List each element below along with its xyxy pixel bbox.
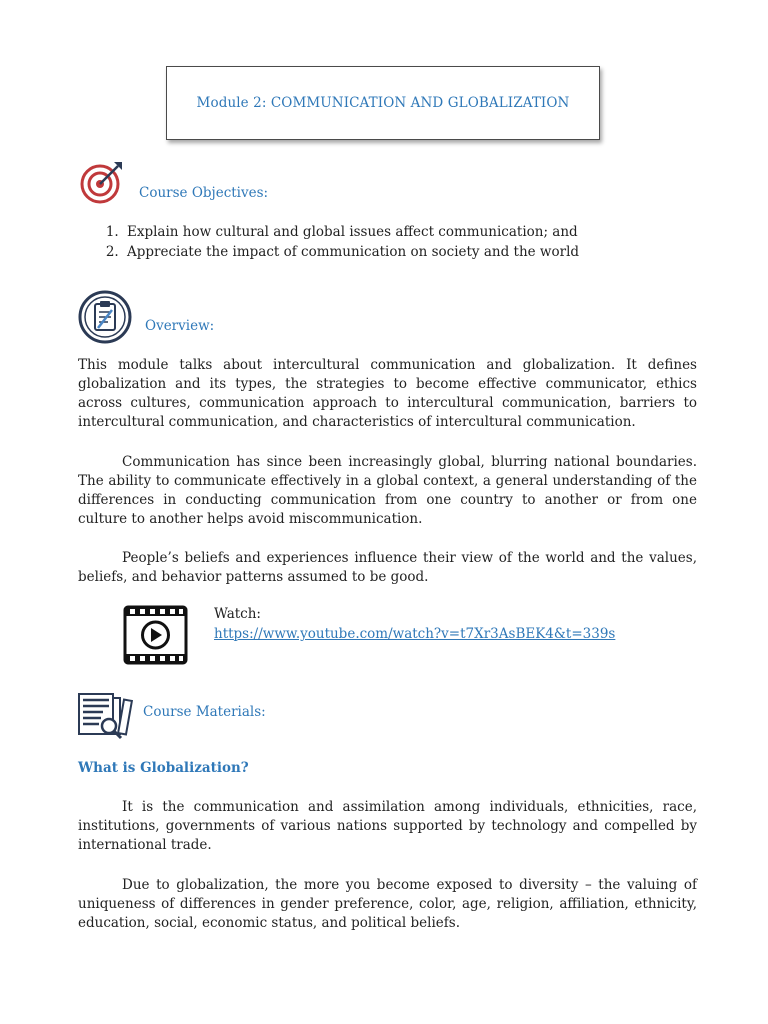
clipboard-icon (78, 290, 132, 344)
objectives-list (80, 222, 723, 262)
globalization-paragraph-1: It is the communication and assimilation among individuals, ethnicities, race, institutions, governments of various nations supported by technology and compelled by international trade. (78, 799, 697, 853)
list-item: 1. Explain how cultural and global issues affect communication; and (123, 222, 723, 242)
globalization-heading: What is Globalization? (78, 760, 249, 776)
module-title-box (166, 66, 600, 140)
overview-paragraph-3: People’s beliefs and experiences influence their view of the world and the values, beliefs, and behavior patterns assumed to be good. (78, 550, 697, 585)
documents-search-icon (77, 690, 133, 740)
overview-paragraph-2: Communication has since been increasingly global, blurring national boundaries. The ability to communicate effectively in a global context, a general understanding of the differences in conducting communication from one country to another or from one culture to another helps avoid miscommunication. (78, 454, 697, 527)
video-play-icon (123, 605, 188, 665)
materials-heading: Course Materials: (143, 704, 266, 720)
globalization-paragraph-2: Due to globalization, the more you become exposed to diversity – the valuing of uniqueness of differences in gender preference, color, age, religion, affiliation, ethnicity, education, social, economic status, and political beliefs. (78, 877, 697, 931)
overview-paragraph-1: This module talks about intercultural communication and globalization. It defines globalization and its types, the strategies to become effective communicator, ethics across cultures, communication approach to intercultural communication, barriers to intercultural communication, and characteristics of intercultural communication. (78, 357, 697, 430)
module-title: Module 2: COMMUNICATION AND GLOBALIZATION (196, 95, 570, 111)
video-link[interactable]: https://www.youtube.com/watch?v=t7Xr3AsBEK4&t=339s (214, 626, 616, 642)
overview-heading: Overview: (145, 318, 215, 334)
list-item: 2. Appreciate the impact of communication on society and the world (123, 242, 723, 262)
objectives-heading: Course Objectives: (139, 185, 269, 201)
watch-label: Watch: (214, 606, 261, 622)
target-icon (78, 158, 126, 206)
